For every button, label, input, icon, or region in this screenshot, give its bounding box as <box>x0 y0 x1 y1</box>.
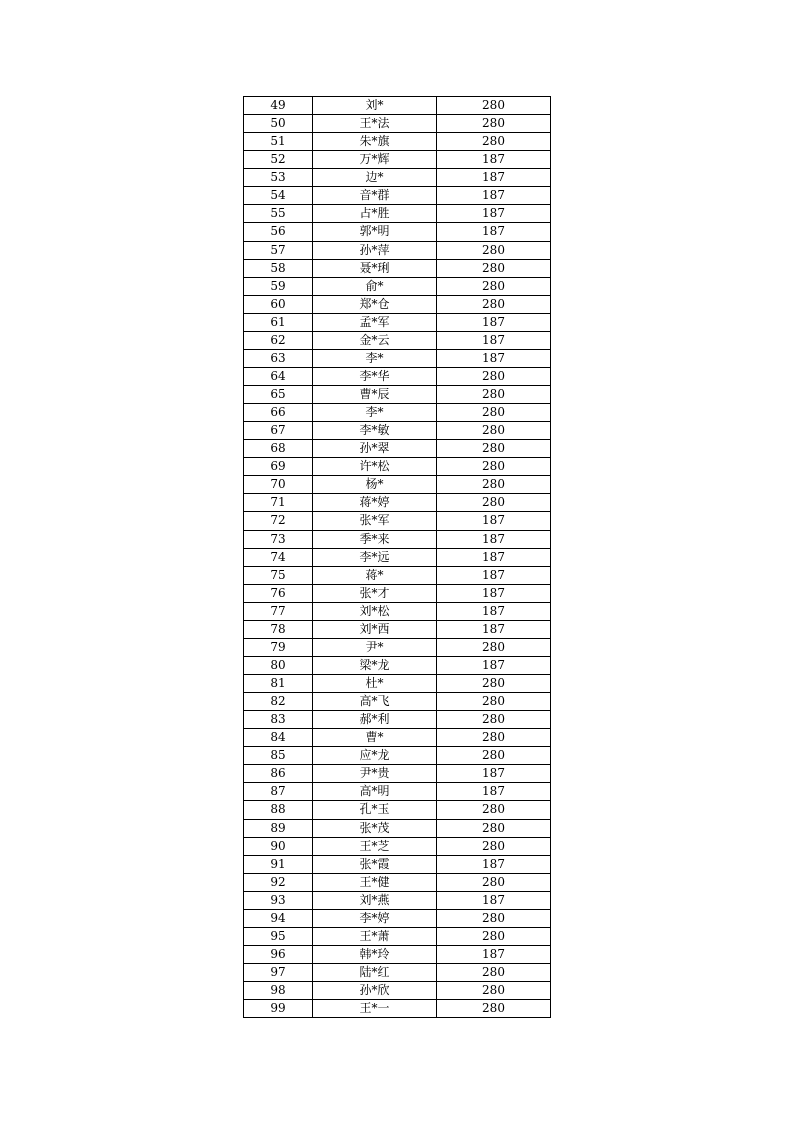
table-row <box>244 584 551 602</box>
row-index-cell: 88 <box>244 801 313 819</box>
recipient-name-cell: 万*辉 <box>313 151 437 169</box>
amount-cell: 280 <box>437 747 551 765</box>
recipient-name-cell: 李*婷 <box>313 909 437 927</box>
amount-cell: 280 <box>437 982 551 1000</box>
table-row <box>244 783 551 801</box>
row-index-cell: 99 <box>244 1000 313 1018</box>
amount-cell: 187 <box>437 765 551 783</box>
row-index-cell: 91 <box>244 855 313 873</box>
amount-cell: 280 <box>437 367 551 385</box>
row-index-cell: 73 <box>244 530 313 548</box>
table-row <box>244 765 551 783</box>
table-row <box>244 295 551 313</box>
amount-cell: 280 <box>437 422 551 440</box>
amount-cell: 280 <box>437 1000 551 1018</box>
amount-cell: 280 <box>437 494 551 512</box>
amount-cell: 280 <box>437 837 551 855</box>
table-row <box>244 97 551 115</box>
amount-cell: 187 <box>437 566 551 584</box>
table-row <box>244 367 551 385</box>
roster-table-body <box>244 97 551 1018</box>
recipient-name-cell: 尹* <box>313 638 437 656</box>
amount-cell: 280 <box>437 277 551 295</box>
recipient-name-cell: 音*群 <box>313 187 437 205</box>
row-index-cell: 87 <box>244 783 313 801</box>
table-row <box>244 530 551 548</box>
amount-cell: 187 <box>437 656 551 674</box>
table-row <box>244 404 551 422</box>
amount-cell: 187 <box>437 223 551 241</box>
table-row <box>244 964 551 982</box>
amount-cell: 187 <box>437 530 551 548</box>
row-index-cell: 50 <box>244 115 313 133</box>
table-row <box>244 133 551 151</box>
table-row <box>244 1000 551 1018</box>
amount-cell: 187 <box>437 331 551 349</box>
recipient-name-cell: 占*胜 <box>313 205 437 223</box>
table-row <box>244 819 551 837</box>
recipient-name-cell: 郭*明 <box>313 223 437 241</box>
amount-cell: 280 <box>437 115 551 133</box>
amount-cell: 187 <box>437 548 551 566</box>
row-index-cell: 94 <box>244 909 313 927</box>
table-row <box>244 386 551 404</box>
row-index-cell: 95 <box>244 927 313 945</box>
recipient-name-cell: 刘*松 <box>313 602 437 620</box>
recipient-name-cell: 杨* <box>313 476 437 494</box>
recipient-name-cell: 曹*辰 <box>313 386 437 404</box>
amount-cell: 187 <box>437 783 551 801</box>
row-index-cell: 92 <box>244 873 313 891</box>
amount-cell: 280 <box>437 458 551 476</box>
amount-cell: 187 <box>437 855 551 873</box>
row-index-cell: 72 <box>244 512 313 530</box>
table-row <box>244 801 551 819</box>
amount-cell: 280 <box>437 909 551 927</box>
amount-cell: 280 <box>437 964 551 982</box>
table-row <box>244 115 551 133</box>
row-index-cell: 82 <box>244 693 313 711</box>
row-index-cell: 97 <box>244 964 313 982</box>
amount-cell: 280 <box>437 476 551 494</box>
amount-cell: 280 <box>437 693 551 711</box>
recipient-name-cell: 金*云 <box>313 331 437 349</box>
table-row <box>244 982 551 1000</box>
recipient-name-cell: 孙*萍 <box>313 241 437 259</box>
amount-cell: 280 <box>437 729 551 747</box>
row-index-cell: 83 <box>244 711 313 729</box>
recipient-name-cell: 李* <box>313 404 437 422</box>
recipient-name-cell: 李* <box>313 349 437 367</box>
table-row <box>244 711 551 729</box>
table-row <box>244 620 551 638</box>
row-index-cell: 89 <box>244 819 313 837</box>
amount-cell: 280 <box>437 259 551 277</box>
recipient-name-cell: 刘*西 <box>313 620 437 638</box>
recipient-name-cell: 朱*旗 <box>313 133 437 151</box>
row-index-cell: 79 <box>244 638 313 656</box>
amount-cell: 280 <box>437 711 551 729</box>
table-row <box>244 675 551 693</box>
amount-cell: 280 <box>437 133 551 151</box>
table-row <box>244 566 551 584</box>
amount-cell: 187 <box>437 620 551 638</box>
row-index-cell: 53 <box>244 169 313 187</box>
amount-cell: 187 <box>437 945 551 963</box>
table-row <box>244 638 551 656</box>
row-index-cell: 86 <box>244 765 313 783</box>
amount-cell: 280 <box>437 927 551 945</box>
table-row <box>244 476 551 494</box>
row-index-cell: 63 <box>244 349 313 367</box>
amount-cell: 280 <box>437 873 551 891</box>
row-index-cell: 60 <box>244 295 313 313</box>
row-index-cell: 70 <box>244 476 313 494</box>
table-row <box>244 891 551 909</box>
amount-cell: 187 <box>437 602 551 620</box>
table-row <box>244 458 551 476</box>
recipient-name-cell: 高*明 <box>313 783 437 801</box>
row-index-cell: 75 <box>244 566 313 584</box>
table-row <box>244 313 551 331</box>
recipient-name-cell: 孟*军 <box>313 313 437 331</box>
table-row <box>244 169 551 187</box>
table-row <box>244 205 551 223</box>
row-index-cell: 51 <box>244 133 313 151</box>
table-row <box>244 512 551 530</box>
recipient-name-cell: 郝*利 <box>313 711 437 729</box>
row-index-cell: 64 <box>244 367 313 385</box>
recipient-name-cell: 张*才 <box>313 584 437 602</box>
recipient-name-cell: 高*飞 <box>313 693 437 711</box>
row-index-cell: 74 <box>244 548 313 566</box>
recipient-name-cell: 王*一 <box>313 1000 437 1018</box>
table-row <box>244 349 551 367</box>
table-row <box>244 440 551 458</box>
recipient-name-cell: 刘*燕 <box>313 891 437 909</box>
row-index-cell: 57 <box>244 241 313 259</box>
recipient-name-cell: 俞* <box>313 277 437 295</box>
row-index-cell: 69 <box>244 458 313 476</box>
amount-cell: 280 <box>437 675 551 693</box>
recipient-name-cell: 聂*琍 <box>313 259 437 277</box>
row-index-cell: 78 <box>244 620 313 638</box>
recipient-name-cell: 张*茂 <box>313 819 437 837</box>
recipient-name-cell: 张*军 <box>313 512 437 530</box>
row-index-cell: 54 <box>244 187 313 205</box>
table-row <box>244 259 551 277</box>
table-row <box>244 494 551 512</box>
amount-cell: 187 <box>437 584 551 602</box>
recipient-name-cell: 李*敏 <box>313 422 437 440</box>
row-index-cell: 52 <box>244 151 313 169</box>
table-row <box>244 945 551 963</box>
roster-table <box>243 96 551 1018</box>
table-row <box>244 873 551 891</box>
recipient-name-cell: 王*健 <box>313 873 437 891</box>
table-row <box>244 548 551 566</box>
recipient-name-cell: 刘* <box>313 97 437 115</box>
row-index-cell: 81 <box>244 675 313 693</box>
row-index-cell: 62 <box>244 331 313 349</box>
recipient-name-cell: 孙*欣 <box>313 982 437 1000</box>
row-index-cell: 67 <box>244 422 313 440</box>
recipient-name-cell: 李*华 <box>313 367 437 385</box>
recipient-name-cell: 张*霞 <box>313 855 437 873</box>
amount-cell: 187 <box>437 313 551 331</box>
amount-cell: 280 <box>437 241 551 259</box>
row-index-cell: 90 <box>244 837 313 855</box>
amount-cell: 280 <box>437 638 551 656</box>
amount-cell: 187 <box>437 891 551 909</box>
recipient-name-cell: 王*芝 <box>313 837 437 855</box>
row-index-cell: 55 <box>244 205 313 223</box>
row-index-cell: 76 <box>244 584 313 602</box>
table-row <box>244 223 551 241</box>
table-row <box>244 855 551 873</box>
amount-cell: 187 <box>437 187 551 205</box>
table-row <box>244 693 551 711</box>
table-row <box>244 187 551 205</box>
recipient-name-cell: 许*松 <box>313 458 437 476</box>
amount-cell: 280 <box>437 404 551 422</box>
table-row <box>244 837 551 855</box>
table-row <box>244 909 551 927</box>
recipient-name-cell: 季*来 <box>313 530 437 548</box>
row-index-cell: 80 <box>244 656 313 674</box>
table-row <box>244 729 551 747</box>
row-index-cell: 71 <box>244 494 313 512</box>
row-index-cell: 59 <box>244 277 313 295</box>
row-index-cell: 61 <box>244 313 313 331</box>
recipient-name-cell: 梁*龙 <box>313 656 437 674</box>
row-index-cell: 85 <box>244 747 313 765</box>
table-row <box>244 331 551 349</box>
row-index-cell: 96 <box>244 945 313 963</box>
recipient-name-cell: 王*萧 <box>313 927 437 945</box>
table-row <box>244 927 551 945</box>
recipient-name-cell: 杜* <box>313 675 437 693</box>
amount-cell: 187 <box>437 151 551 169</box>
amount-cell: 280 <box>437 295 551 313</box>
amount-cell: 280 <box>437 386 551 404</box>
recipient-name-cell: 孙*翠 <box>313 440 437 458</box>
recipient-name-cell: 韩*玲 <box>313 945 437 963</box>
row-index-cell: 77 <box>244 602 313 620</box>
amount-cell: 280 <box>437 440 551 458</box>
row-index-cell: 65 <box>244 386 313 404</box>
recipient-name-cell: 郑*仓 <box>313 295 437 313</box>
amount-cell: 280 <box>437 819 551 837</box>
amount-cell: 187 <box>437 205 551 223</box>
row-index-cell: 49 <box>244 97 313 115</box>
recipient-name-cell: 蒋* <box>313 566 437 584</box>
row-index-cell: 93 <box>244 891 313 909</box>
table-row <box>244 277 551 295</box>
amount-cell: 187 <box>437 512 551 530</box>
recipient-name-cell: 李*远 <box>313 548 437 566</box>
row-index-cell: 98 <box>244 982 313 1000</box>
recipient-name-cell: 蒋*婷 <box>313 494 437 512</box>
recipient-name-cell: 孔*玉 <box>313 801 437 819</box>
amount-cell: 187 <box>437 169 551 187</box>
recipient-name-cell: 陆*红 <box>313 964 437 982</box>
recipient-name-cell: 曹* <box>313 729 437 747</box>
recipient-name-cell: 王*法 <box>313 115 437 133</box>
table-row <box>244 747 551 765</box>
table-row <box>244 656 551 674</box>
row-index-cell: 58 <box>244 259 313 277</box>
table-row <box>244 422 551 440</box>
table-row <box>244 151 551 169</box>
amount-cell: 280 <box>437 97 551 115</box>
recipient-name-cell: 应*龙 <box>313 747 437 765</box>
row-index-cell: 68 <box>244 440 313 458</box>
amount-cell: 187 <box>437 349 551 367</box>
row-index-cell: 84 <box>244 729 313 747</box>
row-index-cell: 56 <box>244 223 313 241</box>
table-row <box>244 241 551 259</box>
table-row <box>244 602 551 620</box>
row-index-cell: 66 <box>244 404 313 422</box>
amount-cell: 280 <box>437 801 551 819</box>
recipient-name-cell: 尹*贵 <box>313 765 437 783</box>
recipient-name-cell: 边* <box>313 169 437 187</box>
